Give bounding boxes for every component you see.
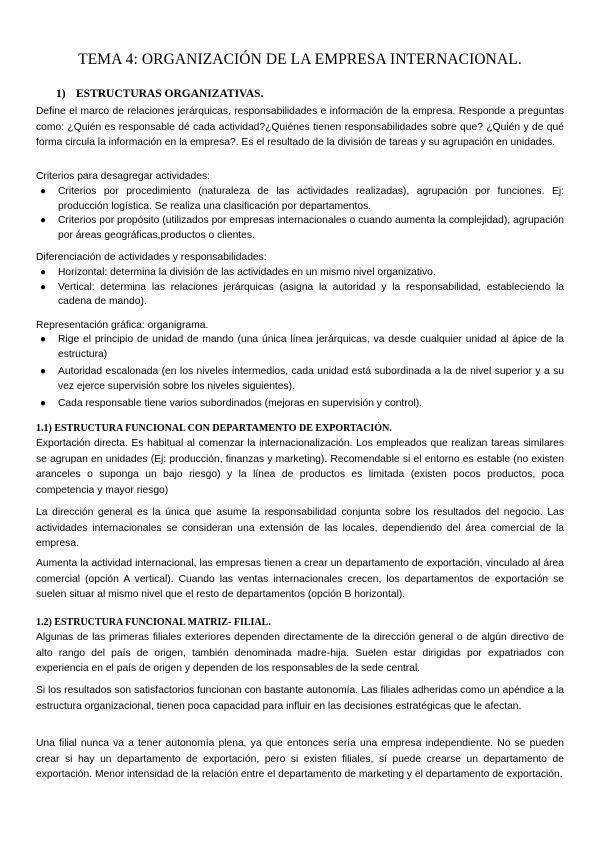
section-1-2-paragraph-2: Si los resultados son satisfactorios funcionan con bastante autonomía. Las filiales adheridas como un apéndice a la estructura organizacional, tienen poca capacidad para influir en las decisiones estratégicas que le afectan.: [36, 685, 564, 712]
bullet-icon: ●: [40, 398, 47, 409]
section-1-number: 1): [56, 88, 66, 100]
section-1-1-paragraph-1: Exportación directa. Es habitual al comenzar la internacionalización. Los empleados que realizan tareas similares se agrupan en unidades (Ej: producción, finanzas y marketing). Recomendable si el entorno es estable (no existen aranceles o suponga un bajo riesgo) y la línea de productos es limitada (existen pocos productos, poca competencia y mayor riesgo): [36, 438, 564, 496]
bullet-icon: ●: [40, 186, 47, 197]
section-1-2-paragraph-3: Una filial nunca va a tener autonomía plena, ya que entonces sería una empresa independiente. No se pueden crear si hay un departamento de exportación, pero si existen filiales, sí puede crearse un departamento de exportación. Menor intensidad de la relación entre el departamento de marketing y el departamento de exportación.: [36, 738, 564, 780]
list-item: ● Cada responsable tiene varios subordinados (mejoras en supervisión y control).: [36, 397, 564, 412]
section-1-2-heading: 1.2) ESTRUCTURA FUNCIONAL MATRIZ- FILIAL.: [36, 617, 271, 628]
differentiation-label: Diferenciación de actividades y responsabilidades:: [36, 252, 267, 263]
section-1-heading: [56, 88, 263, 100]
criteria-list: [36, 185, 564, 243]
section-1-1-heading: 1.1) ESTRUCTURA FUNCIONAL CON DEPARTAMENTO DE EXPORTACIÓN.: [36, 423, 392, 434]
bullet-icon: ●: [40, 267, 47, 278]
list-item: ● Criterios por propósito (utilizados por empresas internacionales o cuando aumenta la complejidad), agrupación por áreas geográficas,productos o clientes.: [40, 215, 564, 241]
bullet-icon: ●: [40, 281, 47, 293]
list-item: ● Horizontal: determina la división de las actividades en un mismo nivel organizativo.: [36, 266, 564, 281]
bullet-icon: ●: [40, 215, 47, 226]
differentiation-list: [36, 266, 564, 310]
section-1-1-paragraph-2: La dirección general es la única que asume la responsabilidad conjunta sobre los resultados del negocio. Las actividades internacionales se consideran una extensión de las locales, dependiendo del área comercial de la empresa.: [36, 507, 564, 549]
representation-list: [36, 333, 564, 412]
list-item: ● Autoridad escalonada (en los niveles intermedios, cada unidad está subordinada a la de nivel superior y a su vez ejerce supervisión sobre los niveles siguientes).: [40, 366, 564, 392]
criteria-label: Criterios para desagregar actividades:: [36, 171, 210, 182]
section-1-2-paragraph-1: Algunas de las primeras filiales exteriores dependen directamente de la dirección general o de algún directivo de alto rango del país de origen, también denominada madre-hija. Suelen estar dirigidas por expatriados con experiencia en el país de origen y dependen de los responsables de la sede central.: [36, 632, 564, 674]
bullet-icon: ●: [40, 334, 47, 345]
list-item: ● Rige el principio de unidad de mando (una única línea jerárquicas, va desde cualquier unidad al ápice de la estructura): [40, 334, 564, 360]
section-1-heading-text: ESTRUCTURAS ORGANIZATIVAS.: [76, 88, 264, 100]
section-1-1-paragraph-3: Aumenta la actividad internacional, las empresas tienen a crear un departamento de exportación, vinculado al área comercial (opción A vertical). Cuando las ventas internacionales crecen, los departamentos de exportación se suelen situar al mismo nivel que el resto de departamentos (opción B horizontal).: [36, 558, 564, 600]
document-title: TEMA 4: ORGANIZACIÓN DE LA EMPRESA INTERNACIONAL.: [78, 51, 522, 68]
representation-label: Representación gráfica: organigrama.: [36, 320, 209, 331]
section-1-intro: Define el marco de relaciones jerárquicas, responsabilidades e información de la empresa. Responde a preguntas como: ¿Quién es responsable dé cada actividad?¿Quiénes tienen responsabilidades sobre que? ¿Quién y de qué forma circula la información en la empresa?. Es el resultado de la división de tareas y su agrupación en unidades.: [36, 106, 564, 148]
list-item: ● Criterios por procedimiento (naturaleza de las actividades realizadas), agrupación por funciones. Ej: producción logística. Se realiza una clasificación por departamentos.: [40, 186, 564, 212]
list-item: ● Vertical: determina las relaciones jerárquicas (asigna la autoridad y la responsabilidad, estableciendo la cadena de mando).: [40, 281, 564, 307]
bullet-icon: ●: [40, 366, 47, 377]
